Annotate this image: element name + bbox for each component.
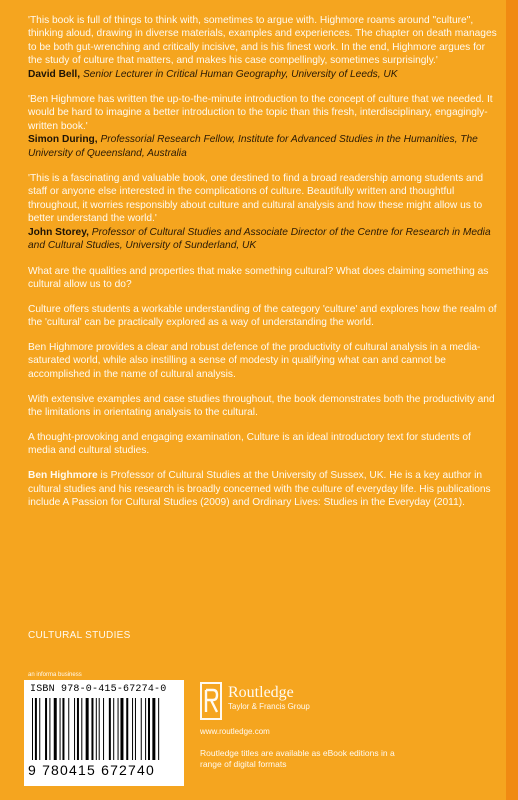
reviewer-name-3: John Storey, xyxy=(28,226,89,238)
review-attribution-2 xyxy=(28,133,498,160)
description-paragraph-4: With extensive examples and case studies throughout, the book demonstrates both the productivity and the limitations in orientating analysis to the cultural. xyxy=(28,393,495,419)
ean-number: 9 780415 672740 xyxy=(28,762,155,778)
review-attribution-3 xyxy=(28,226,498,253)
reviewer-role-3: Professor of Cultural Studies and Associate Director of the Centre for Research in Media and Cultural Studies, University of Sunderland, UK xyxy=(28,226,491,252)
cover-text xyxy=(28,14,498,521)
description-paragraph-3: Ben Highmore provides a clear and robust defence of the productivity of cultural analysis in a media-saturated world, while also instilling a sense of modesty in qualifying what can and cannot be accomplished in the name of cultural analysis. xyxy=(28,341,481,381)
publisher-url[interactable]: www.routledge.com xyxy=(200,727,270,736)
isbn-text: ISBN 978-0-415-67274-0 xyxy=(30,684,167,695)
author-bio-text: is Professor of Cultural Studies at the University of Sussex, UK. He is a key author in cultural studies and his research is broadly concerned with the culture of everyday life. His publications include A Passion for Cultural Studies (2009) and Ordinary Lives: Studies in the Everyday (2011). xyxy=(28,470,491,509)
review-quote-1: 'This book is full of things to think with, sometimes to argue with. Highmore roams around "culture", thinking aloud, drawing in diverse materials, examples and experiences. The chapter on death manages to be both gut-wrenching and critically incisive, and is his finest work. In the end, Highmore argues for the study of culture that matters, and makes his case compellingly, sometimes surprisingly.' xyxy=(28,15,497,67)
routledge-logo-icon xyxy=(200,682,222,720)
reviewer-name-1: David Bell, xyxy=(28,68,81,80)
review-attribution-1 xyxy=(28,68,498,81)
publisher-name: Routledge xyxy=(228,684,294,701)
ebook-note: Routledge titles are available as eBook editions in a range of digital formats xyxy=(200,748,395,769)
reviewer-role-1: Senior Lecturer in Critical Human Geography, University of Leeds, UK xyxy=(82,68,398,80)
description-paragraph-1: What are the qualities and properties that make something cultural? What does claiming something as cultural allow us to do? xyxy=(28,265,489,291)
publisher-group: Taylor & Francis Group xyxy=(228,702,310,711)
reviewer-name-2: Simon During, xyxy=(28,134,98,146)
subject-category: CULTURAL STUDIES xyxy=(28,630,131,641)
barcode-bars xyxy=(32,698,178,760)
description-paragraph-5: A thought-provoking and engaging examination, Culture is an ideal introductory text for students of media and cultural studies. xyxy=(28,431,471,457)
description-paragraph-2: Culture offers students a workable understanding of the category 'culture' and explores how the realm of the 'cultural' can be practically explored as a way of understanding the world. xyxy=(28,303,497,329)
reviewer-role-2: Professorial Research Fellow, Institute for Advanced Studies in the Humanities, The University of Queensland, Australia xyxy=(28,134,478,159)
barcode xyxy=(24,680,184,786)
edge-stripe xyxy=(506,0,518,800)
author-name: Ben Highmore xyxy=(28,470,98,482)
author-bio xyxy=(28,469,498,510)
review-quote-2: 'Ben Highmore has written the up-to-the-minute introduction to the concept of culture that we needed. It would be hard to imagine a better introduction to the topic than this fresh, interdisciplinary, engagingly-written book.' xyxy=(28,94,493,132)
informa-tagline: an informa business xyxy=(28,672,82,678)
review-quote-3: 'This is a fascinating and valuable book, one destined to find a broad readership among students and staff or anyone else interested in the complications of culture. Beautifully written and thoughtful throughout, it worries responsibly about culture and cultural analysis and how these might allow us to better understand the world.' xyxy=(28,173,484,225)
